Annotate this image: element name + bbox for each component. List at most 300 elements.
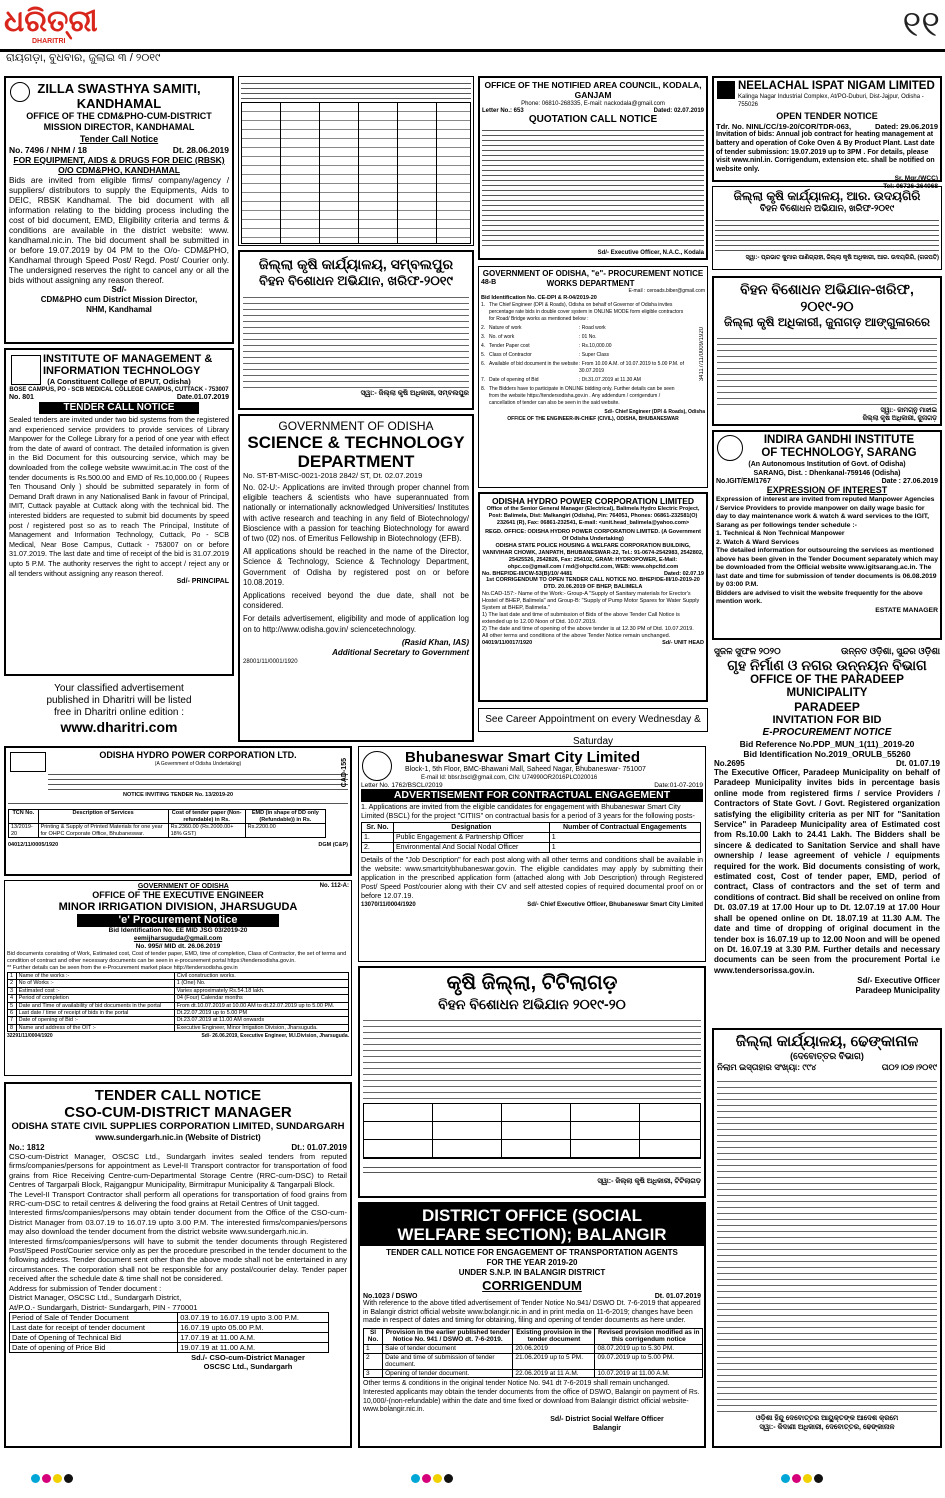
ref-number: No.1023 / DSWO <box>363 1293 418 1300</box>
dhenkanal-ad <box>712 1028 942 1448</box>
ninl-company: NEELACHAL ISPAT NIGAM LIMITED <box>738 80 935 92</box>
table-header-cell: Provision in the earlier published tender Notice No. 941 / DSWO dt. 7-6-2019. <box>383 1328 513 1344</box>
item-value: : Road work <box>579 325 606 331</box>
udayagiri-title: ଜିଲ୍ଲା କୃଷି କାର୍ଯ୍ୟାଳୟ, ଆର. ଉଦୟଗିରି <box>733 189 921 203</box>
table-header-cell: Number of Contractual Engagements <box>549 823 700 833</box>
item-number: 7. <box>481 377 486 383</box>
table-cell: No of Works :- <box>16 980 174 987</box>
ninl-address: Kalinga Nagar Industrial Complex, At/PO-Duburi, Dist-Jajpur, Odisha - 755026 <box>738 94 924 108</box>
table-cell: 03.07.19 to 16.07.19 upto 3.00 P.M. <box>178 1312 329 1322</box>
table-cell: 8 <box>8 1024 17 1031</box>
table-cell: Last date / time of receipt of bids in the portal <box>16 1010 174 1017</box>
table-cell: Period of completion <box>16 995 174 1002</box>
ohpc-regd: REGD. OFFICE: ODISHA HYDRO POWER CORPORATION LIMITED. (A Government Of Odisha Undertaking) <box>485 529 701 542</box>
works-rows <box>481 302 686 407</box>
oscsc-ref <box>9 1143 347 1152</box>
item-number: 3. <box>481 334 486 340</box>
table-cell: 7 <box>8 1017 17 1024</box>
ref-date: Dated: 02.07.19 <box>663 571 704 577</box>
works-bid: Bid Identification No. CE-DPI & R-04/2019-20 <box>481 295 597 301</box>
table-row <box>362 833 701 843</box>
dateline: ରାୟଗଡ଼ା, ବୁଧବାର, ଜୁଲାଇ ୩ / ୨୦୧୯ <box>6 52 161 64</box>
ohpc-nit-cad: CAD-155 <box>341 758 348 788</box>
imit-ref <box>9 394 229 401</box>
career-strip: See Career Appointment on every Wednesday & Saturday <box>478 708 708 732</box>
table-row <box>364 1344 703 1353</box>
ninl-notice: OPEN TENDER NOTICE <box>776 111 878 121</box>
junagarh-sign1: ସ୍ୱା:- ଜାମଗ୍ନୁ ମାଝୀଇ <box>880 407 937 414</box>
ref-number: Tdr. No. NINL/CC/19-20/COR/TDR-063, <box>716 122 852 131</box>
item-key: Date of opening of Bid <box>489 377 539 383</box>
paradeep-eproc: E-PROCUREMENT NOTICE <box>762 727 892 738</box>
bscl-email: E-mail Id: bbsr.bscl@gmail.com, CIN: U74990OR2016PLC020016 <box>421 775 598 781</box>
dhenkanal-title2: (ଦେବୋତ୍ତର ବିଭାଗ) <box>790 1051 864 1061</box>
irrigation-gov: GOVERNMENT OF ODISHA <box>137 883 229 890</box>
dhenkanal-sign1: ଓଡ଼ିଶା ହିନ୍ଦୁ ଦେବୋତ୍ତର ଆୟୁକ୍ତଙ୍କ ଆଦେଶ କ୍ରମେ <box>755 1415 899 1422</box>
table-header-cell: Description of Services <box>38 810 168 824</box>
paradeep-title2: PARADEEP <box>794 700 860 714</box>
paradeep-sign1: Sd/- Executive Officer <box>857 976 940 986</box>
list-item <box>481 361 686 375</box>
table-cell: 5 <box>8 1002 17 1009</box>
table-cell: 1. <box>362 833 394 843</box>
table-cell: Last date for receipt of tender document <box>10 1322 178 1332</box>
college-logo-icon <box>11 355 41 385</box>
kodala-notice: QUOTATION CALL NOTICE <box>528 114 658 125</box>
bscl-title: Bhubaneswar Smart City Limited <box>405 749 641 766</box>
item-value: : Super Class <box>579 352 610 358</box>
sambalpur-ad <box>238 250 474 410</box>
table-cell: 17.07.19 at 11.00 A.M. <box>178 1332 329 1342</box>
irrigation-code: 32291/11/0004/1920 <box>7 1033 53 1040</box>
balangir-title2: WELFARE SECTION); BALANGIR <box>397 1225 667 1244</box>
igit-heading: EXPRESSION OF INTEREST <box>766 485 888 495</box>
table-cell: 2 <box>8 980 17 987</box>
item-key: The Bidders have to participate in ONLINE bidding only. Further details can be seen from the website https://tendersodisha.gov.in . Any addendum / corrigendum / cancellation of tender can also be seen in the said website. <box>489 386 675 406</box>
item-number: 1. <box>481 302 486 308</box>
igit-sign: ESTATE MANAGER <box>875 606 938 614</box>
oscsc-addr1: District Manager, OSCSC Ltd., Sundargarh District, <box>9 1293 182 1303</box>
paradeep-odia1b: ଉନ୍ନତ ଓଡ଼ିଶା, ସୁନ୍ଦର ଓଡ଼ିଶା <box>840 646 940 656</box>
bscl-address: Block-1, 5th Floor, BMC-Bhawani Mall, Saheed Nagar, Bhubaneswar- 751007 <box>405 766 646 773</box>
table-row <box>8 995 349 1002</box>
ohpc-code: 04019/11/0017/1920 <box>482 640 533 646</box>
table-cell: Period of Sale of Tender Document <box>10 1312 178 1322</box>
bscl-logo-icon <box>362 751 392 781</box>
item-key: Class of Contractor <box>489 352 532 358</box>
table-cell: Rs.2360.00 (Rs.2000.00+ 18% GST) <box>168 824 245 838</box>
irrigation-title: MINOR IRRIGATION DIVISION, JHARSUGUDA <box>58 901 298 913</box>
ref-date: ତା୦୨।୦୭।୨୦୧୯ <box>881 1062 937 1072</box>
paradeep-sign2: Paradeep Municipality <box>855 986 940 996</box>
dhenkanal-title: ଜିଲ୍ଲା କାର୍ଯ୍ୟାଳୟ, ଢେଙ୍କାନାଳ <box>735 1033 919 1050</box>
table-header-cell: Sl No. <box>364 1328 383 1344</box>
bscl-para2: Details of the "Job Description" for each post along with all other terms and conditions shall be available in the website: www.smartcitybhubaneswar.gov.in. The eligible candidates may apply by submitting their application in the prescribed application form (attached along with Job Description) through Registered Post/ Speed Post/courier along with their CV and self attested copies of required documental proof on or before 12.07.19. <box>361 855 703 900</box>
balangir-intro: With reference to the above titled advertisement of Tender Notice No.941/ DSWO Dt. 7-6-2019 that appeared in Balangir district official website www.bolangir.nic.in and in print media on 11-6-2019; changes have been made in respect of dates and timing for obtaining, filing and opening of tender documents as here under. <box>363 1300 701 1325</box>
igit-para1: Expression of interest are invited from reputed Manpower Agencies / Service Providers to provide manpower on daily wage basic for day to day maintenance work & watch & ward services to the IGIT, Sarang as per followings tender schedule :- <box>716 496 935 529</box>
table-cell: Varies approximately Rs.54.18 lakh. <box>174 987 348 994</box>
science-para1: No. 02-U:- Applications are invited through proper channel from eligible teachers & scientists who have superannuated from nationally or internationally acknowledged Universities/ Institutes with active research and teaching in any field of Biotechnology/ Bioscience with a passion for teaching Biotechnology for award of two (02) nos. of Emeritus Fellowship in Biotechnology (EFB). <box>243 483 469 544</box>
item-value: : Rs.10,000.00 <box>579 343 612 349</box>
item-value: : From 10.00 A.M. of 10.07.2019 to 5.00 P.M. of 30.07.2019 <box>579 361 684 374</box>
dhenkanal-sign2: ସ୍ୱା:- କିଦାଣୀ ଅଧିକାରୀ, ଦେବୋତ୍ତର, ଢେଙ୍କାନାଳ <box>759 1424 895 1431</box>
paradeep-bidid: Bid Identification No.2019_ORULB_55260 <box>743 749 911 759</box>
table-cell: 3 <box>364 1369 383 1378</box>
registration-marks-center <box>410 1470 530 1484</box>
imit-sign: Sd/- PRINCIPAL <box>176 578 229 586</box>
promo-line3: free in Dharitri online edition : <box>53 707 185 718</box>
registration-marks-left <box>30 1470 150 1484</box>
ohpc-point2: 2) The date and time of opening of the above tender is at 12.30 PM of Dtd. 10.07.2019. <box>482 626 694 632</box>
table-cell: 1 <box>549 843 700 853</box>
ref-number: Letter No. 1762/BSCL//2019 <box>361 782 443 789</box>
paradeep-odia1: ସୁଜଳ ସୁଫଳ ୨୦୨୦ <box>714 646 781 656</box>
bscl-ref <box>361 782 703 789</box>
works-email: E-mail : ceroads.biber@gmail.com <box>628 288 705 294</box>
table-header-cell: EMD (in shape of DD only (Refundable)) in Rs. <box>245 810 325 824</box>
table-row <box>10 1332 329 1342</box>
balangir-sub3: UNDER S.N.P. IN BALANGIR DISTRICT <box>458 1268 606 1277</box>
logo-subtitle: DHARITRI <box>32 38 66 45</box>
table-row <box>10 1342 329 1352</box>
zilla-sign3: NHM, Kandhamal <box>86 305 152 314</box>
paradeep-bidref: Bid Reference No.PDP_MUN_1(11)_2019-20 <box>739 739 915 749</box>
science-code: 28001/11/0001/1920 <box>243 658 298 665</box>
science-title2: DEPARTMENT <box>297 452 415 471</box>
igit-para3: Bidders are advised to visit the website frequently for the above mention work. <box>716 589 923 605</box>
oscsc-ad <box>4 1082 352 1448</box>
item-value: : Dt.31.07.2019 at 11.30 AM <box>579 377 641 383</box>
balangir-title: DISTRICT OFFICE (SOCIAL <box>421 1206 643 1225</box>
table-row <box>10 1322 329 1332</box>
table-cell: Name of the works :- <box>16 973 174 980</box>
igit-sub: (An Autonomous Institution of Govt. of Odisha) <box>748 461 906 468</box>
table-cell: 13/2019-20 <box>9 824 39 838</box>
bscl-code: 13070/11/0004/1920 <box>361 902 416 908</box>
table-row <box>8 1017 349 1024</box>
item-key: The Chief Engineer (DPI & Roads), Odisha on behalf of Governor of Odisha invites percentage rate bids in double cover system in ONLINE MODE form eligible contractors for Road/ Bridge works as mentioned below : <box>489 302 684 322</box>
list-item <box>481 334 686 341</box>
table-row <box>364 1353 703 1369</box>
sambalpur-title2: ବିହନ ବିଶୋଧନ ଅଭିଯାନ, ଖରିଫ-୨୦୧୯ <box>258 273 454 288</box>
zilla-office: OFFICE OF THE CDM&PHO-CUM-DISTRICT <box>26 111 212 121</box>
table-cell: Printing & Supply of Printed Materials for one year for OHPC Corporate Office, Bhubaneswar. <box>38 824 168 838</box>
table-row <box>8 1010 349 1017</box>
zilla-sign1: Sd/- <box>111 285 127 294</box>
table-cell: 1 <box>549 833 700 843</box>
zilla-office2: MISSION DIRECTOR, KANDHAMAL <box>43 122 195 132</box>
kodala-title: OFFICE OF THE NOTIFIED AREA COUNCIL, KODALA, GANJAM <box>484 80 702 100</box>
black-dot <box>64 1474 73 1483</box>
magenta-dot <box>422 1474 431 1483</box>
paradeep-body: The Executive Officer, Paradeep Municipality on behalf of Paradeep Municipality invites bids in percentage basis online mode from registered firms / service Providers / Contractors of State Govt. / Govt. Registered organization satisfying the eligibility criteria as per NIT for "Sanitation Service" in Paradeep Municipality area of Estimated cost from Rs.10.00 Lakh to 24.41 Lakh. The Bidders shall be sincere & dedicated to Sanitation Service and shall have ownership / lease agreement of vehicle / equipments required for the work. Bid documents consisting of work, estimated cost, Cost of tender paper, EMD, period of contract, Class of contractors and the set of term and conditions of contract. Bid shall be received on online from Dt. 03.07.19 at 17.00 Hour up to Dt. 12.07.19 at 17.00 Hour shall be opened online on Dt. 18.07.19 at 11.30 A.M. The date and time of dropping of original document in the tender box is 16.07.19 up to 12.00 Noon and will be opened on Dt. 16.07.19 at 3.30 P.M. Further details and necessary documents can be seen from the procurement Portal i.e www.tendersorissa.gov.in. <box>714 768 940 975</box>
table-row <box>8 973 349 980</box>
igit-title2: OF TECHNOLOGY, SARANG <box>761 447 917 459</box>
table-row <box>362 843 701 853</box>
ref-date: Dt.: 01.07.2019 <box>291 1143 347 1152</box>
imit-address: BOSE CAMPUS, PO - SCB MEDICAL COLLEGE CAMPUS, CUTTACK - 753007 <box>9 387 229 393</box>
item-number: 8. <box>481 386 486 392</box>
table-cell: From dt.10.07.2019 at 10.00 AM to dt.22.07.2019 up to 5.00 PM. <box>174 1002 348 1009</box>
table-cell: Opening of tender document. <box>383 1369 513 1378</box>
oscsc-table <box>9 1312 329 1353</box>
science-ad <box>238 414 474 742</box>
table-cell: Date and time of submission of tender document. <box>383 1353 513 1369</box>
table-cell: 2 <box>364 1353 383 1369</box>
ohpc-logo-icon <box>10 752 46 772</box>
table-cell: Date and Time of availability of bid documents in the portal <box>16 1002 174 1009</box>
table-cell: 20.06.2019 <box>513 1344 595 1353</box>
ref-date: Dated: 29.06.2019 <box>875 122 938 131</box>
magenta-dot <box>792 1474 801 1483</box>
ohpc-title: ODISHA HYDRO POWER CORPORATION LIMITED <box>491 496 695 506</box>
science-sign2: Additional Secretary to Government <box>332 647 469 657</box>
paradeep-title: OFFICE OF THE PARADEEP MUNICIPALITY <box>750 674 904 699</box>
balangir-sign1: Sd/- District Social Welfare Officer <box>550 1415 664 1423</box>
ref-number: No. 7496 / NHM / 18 <box>9 145 87 155</box>
ninl-ad <box>712 76 942 190</box>
irrigation-no: No. 112-A: <box>319 883 349 889</box>
table-cell: 08.07.2019 up to 5.30 PM. <box>595 1344 703 1353</box>
table-header-cell: Cost of tender paper (Non-refundable) in Rs. <box>168 810 245 824</box>
titilagarh-title2: ବିହନ ବିଶୋଧନ ଅଭିଯାନ ୨୦୧୯-୨୦ <box>438 996 626 1012</box>
table-cell: Environmental And Social Nodal Officer <box>393 843 549 853</box>
ninl-logo-icon <box>717 81 735 99</box>
bscl-para1: 1. Applications are invited from the eligible candidates for engagement with Bhubaneswar Smart City Limited (BSCL) for the project "CITIIS" on contractual basis for a period of 3 years for the following posts- <box>361 802 695 820</box>
list-item <box>481 325 686 332</box>
zilla-heading: FOR EQUIPMENT, AIDS & DRUGS FOR DEIC (RBSK) O/O CDM&PHO, KANDHAMAL <box>13 155 225 175</box>
paradeep-odia2: ଗୃହ ନିର୍ମାଣ ଓ ନଗର ଉନ୍ନୟନ ବିଭାଗ <box>727 657 927 673</box>
item-key: Nature of work <box>489 325 522 331</box>
imit-notice: TENDER CALL NOTICE <box>39 402 199 414</box>
irrigation-bid: Bid Identification No. EE MID JSG 03/2019-20 <box>108 927 248 934</box>
irrigation-further: ** Further details can be seen from the e-Procurement market place http://tendersodisha.gov.in <box>7 965 238 971</box>
table-header-cell: Revised provision modified as in this corrigendum notice <box>595 1328 703 1344</box>
registration-marks-right <box>780 1470 900 1484</box>
item-key: Available of bid document in the website <box>489 361 579 367</box>
igit-list1: 1. Technical & Non Technical Manpower <box>716 530 845 537</box>
udayagiri-sign: ସ୍ୱା:- ପ୍ରଭାତ କୁମାର ପାଣିଗ୍ରାହୀ, ଜିଲ୍ଲା କୃଷି ଅଧିକାରୀ, ଆର. ଉଦୟଗିରି, (ଗଜପତି) <box>745 255 939 261</box>
table-cell: Rs.2200.00 <box>245 824 325 838</box>
promo-line2: published in Dharitri will be listed <box>46 695 192 706</box>
odia-table <box>241 102 471 244</box>
list-item <box>481 386 686 407</box>
ohpc-sign: Sd/- UNIT HEAD <box>662 640 704 646</box>
table-cell: Name and address of the OIT :- <box>16 1024 174 1031</box>
ohpc-nit-table <box>8 809 326 838</box>
ref-date: Date : 27.06.2019 <box>881 478 938 485</box>
oscsc-title: CSO-CUM-DISTRICT MANAGER <box>64 1104 292 1121</box>
odia-table-ad <box>238 76 474 246</box>
kodala-sign: Sd/- Executive Officer, N.A.C., Kodala <box>597 250 704 256</box>
irrigation-ref: No. 995// MID dt. 26.06.2019 <box>135 943 221 950</box>
table-cell: Sale of tender document <box>383 1344 513 1353</box>
ohpc-balimela-ad <box>478 492 708 702</box>
black-dot <box>814 1474 823 1483</box>
science-para2: All applications should be reached in the name of the Director, Science & Technology, Science & Technology Department, Government of Odisha by registered post on or before 10.08.2019. <box>243 547 469 587</box>
ref-number: No.IGIT/EM/1767 <box>716 478 771 485</box>
works-ad <box>478 266 708 488</box>
irrigation-intro: Bid documents consisting of Work, Estimated cost, Cost of tender paper, EMD, time of completion, Class of Contractor, the set of terms and condition of contract and other necessary documents can be seen in e-procurement portal https://tendersodisha.gov.in. <box>7 951 347 964</box>
oscsc-notice: TENDER CALL NOTICE <box>94 1087 262 1104</box>
imit-title2: INFORMATION TECHNOLOGY <box>43 365 201 377</box>
promo-url[interactable]: www.dharitri.com <box>60 719 178 735</box>
balangir-outro: Other terms & conditions in the original tender Notice No. 941 dt 7-6-2019 shall remain unchanged. Interested applicants may obtain the tender documents from the office of DSWO, Balangir on payment of Rs. 10,000/-(non-refundable) within the date and time fixed or download from Balangir district official website- www.bolangir.nic.in. <box>363 1380 700 1414</box>
irrigation-office: OFFICE OF THE EXECUTIVE ENGINEER <box>92 890 264 900</box>
oscsc-title2: ODISHA STATE CIVIL SUPPLIES CORPORATION LIMITED, SUNDARGARH <box>11 1121 345 1132</box>
kodala-ad <box>478 76 708 260</box>
irrigation-notice: 'e' Procurement Notice <box>77 914 279 927</box>
sambalpur-title: ଜିଲ୍ଲା କୃଷି କାର୍ଯ୍ୟାଳୟ, ସମ୍ବଲପୁର <box>258 256 454 272</box>
table-cell: 3 <box>8 987 17 994</box>
igit-logo-icon <box>717 435 743 461</box>
udayagiri-title2: ବିହନ ବିଶୋଧନ ଅଭିଯାନ, ଖରିଫ-୨୦୧୯ <box>759 203 895 213</box>
ref-date: Dt. 01.07.19 <box>895 759 940 768</box>
ref-number: No.2695 <box>714 759 745 768</box>
oscsc-addr2: At/P.O.- Sundargarh, District- Sundargarh, PIN - 770001 <box>9 1302 198 1312</box>
cyan-dot <box>411 1474 420 1483</box>
item-number: 5. <box>481 352 486 358</box>
ohpc-nit-code: 04012/11/0005/1920 <box>8 842 59 848</box>
ninl-body: Invitation of bids: Annual job contract for heating management at battery and operation of Coke Oven & By Product Plant. Last date of tender submission: 19.07.2019 up to 3PM . For details, please visit www.ninl.in. Corrigendum, extension etc. shall be notified on website only. <box>716 131 935 174</box>
oscsc-addr-head: Address for submission of Tender document : <box>9 1283 162 1293</box>
paradeep-ad <box>712 644 942 1024</box>
ohpc-nit-sub: (A Government of Odisha Undertaking) <box>154 761 242 767</box>
paradeep-invitation: INVITATION FOR BID <box>772 714 882 726</box>
table-cell: 6 <box>8 1010 17 1017</box>
table-cell: 22.06.2019 at 11 A.M. <box>513 1369 595 1378</box>
imit-ad <box>4 348 234 676</box>
zilla-title2: KANDHAMAL <box>76 96 162 111</box>
ohpc-point3: All other terms and conditions of the above Tender Notice remain unchanged. <box>482 633 671 639</box>
ohpc-cad: No.CAD-157:- Name of the Work:- Group-A "Supply of Sanitary materials for Erector's Hostel of BHEP, Balimela" and Group-B: "Supply of Pump Motor Spares for Water Supply System at BHEP, Balimela." <box>482 591 700 611</box>
paradeep-ref <box>714 759 940 768</box>
bscl-table <box>361 822 701 853</box>
bscl-ad <box>358 746 706 962</box>
igit-para2: The detailed information for outsourcing the services as mentioned above has been given in the Tender Document separately which may be downloaded from the Official website www.igitsarang.ac.in. The last date and time for submission of tender documents is 06.08.2019 by 03:00 P.M. <box>716 547 938 588</box>
table-cell: Date of opening of Bid :- <box>16 1017 174 1024</box>
zilla-ref <box>9 145 229 155</box>
oscsc-sign1: Sd./- CSO-cum-District Manager <box>191 1352 305 1362</box>
igit-title: INDIRA GANDHI INSTITUTE <box>763 434 915 446</box>
dhenkanal-ref <box>717 1062 937 1073</box>
igit-list2: 2. Watch & Ward Services <box>716 538 799 546</box>
ohpc-point1: 1) The last date and time of submission of Bids of the above Tender Call Notice is extended up to 12.00 Noon of Dtd. 10.07.2019. <box>482 612 680 625</box>
kodala-contact: Phone: 06810-268335, E-mail: nackodala@gmail.com <box>521 101 665 107</box>
imit-title: INSTITUTE OF MANAGEMENT & <box>43 353 213 365</box>
masthead-logo <box>4 6 114 48</box>
works-footer: OFFICE OF THE ENGINEER-IN-CHIEF (CIVIL), ODISHA, BHUBANESWAR <box>507 416 679 422</box>
sambalpur-sign: ସ୍ୱା:- ଜିଲ୍ଲା କୃଷି ଅଧିକାରୀ, ସମ୍ବଲପୁର <box>360 390 469 397</box>
ninl-tel: Tel: 06726-264068 <box>883 182 938 190</box>
ohpc-address: ODISHA STATE POLICE HOUSING & WELFARE CORPORATION BUILDING, VANIVIHAR CHOWK, JANPATH, BHUBANESWAR-22, Tel.: 91-0674-2542983, 2542802, 25425526, 2542826, Fax: 254102, GRAM: HYDROPOWER, E-Mail: ohpc.co@gmail.com / md@ohpcltd.com, WEB: www.ohpcltd.com <box>482 543 704 570</box>
irrigation-table <box>7 972 349 1032</box>
bscl-heading: ADVERTISEMENT FOR CONTRACTUAL ENGAGEMENT <box>361 789 703 802</box>
irrigation-ad <box>4 880 352 1076</box>
oscsc-body: CSO-cum-District Manager, OSCSC Ltd., Sundargarh invites sealed tenders from reputed firms/companies/persons for appointment as Level-II Transport contractor for transportation of food grains from Rice Receiving Centre-cum-Departmental Storage Centre (RRC-cum-DSC) to Retail Centres of Targarpali Block, Rajgangpur Municipality, Birmitrapur Municipality & Tangarpali Block. The Level-II Transport Contractor shall perform all operations for transportation of food grains from RRC-cum-DSC to retail centres & delivering the food grains at Retail Centres of Unit tagged. Interested firms/companies/persons may obtain tender document from the Office of the CSO-cum-District Manager from 03.07.19 to 16.07.19 upto 3.00 P.M. The interested firms/companies/persons may also download the tender document from the district website www.sundergarh.nic.in. Interested firms/companies/persons will have to submit the tender documents through Registered Post/Speed Post/Courier service only as per the procedure prescribed in the tender document to the following address. Tender document sent other than the above mode shall not be entertained in any circumstances. The corporation shall not be responsible for any postal/courier delay. Tender paper received after the schedule date & time shall not be considered. <box>9 1152 347 1284</box>
item-number: 2. <box>481 325 486 331</box>
table-cell: Executive Engineer, Minor Irrigation Division, Jharsuguda. <box>174 1024 348 1031</box>
table-row <box>364 1369 703 1378</box>
promo-line1: Your classified advertisement <box>54 683 184 694</box>
cyan-dot <box>31 1474 40 1483</box>
table-row <box>8 987 349 994</box>
titilagarh-ad <box>358 966 706 1198</box>
list-item <box>481 352 686 359</box>
ohpc-office: Office of the Senior General Manager (Electrical), Balimela Hydro Electric Project, Post: Balimela, Dist: Malkangiri (Odisha), Pin: 764051, Phones: 06861-232581(O) 232641 (R), Fax: 06861-232541, E-mail: <unit.head_balimela@yahoo.com> <box>486 506 700 526</box>
table-cell: 09.07.2019 up to 5.00 PM. <box>595 1353 703 1369</box>
table-header-cell: Existing provision in the tender document <box>513 1328 595 1344</box>
balangir-ad <box>358 1202 706 1448</box>
list-item <box>481 302 686 323</box>
balangir-sub2: FOR THE YEAR 2019-20 <box>486 1258 578 1267</box>
imit-sub: (A Constituent College of BPUT, Odisha) <box>47 377 191 386</box>
magenta-dot <box>42 1474 51 1483</box>
titilagarh-title: କୃଷି ଜିଲ୍ଲା, ଟିଟିଲାଗଡ଼ <box>446 972 618 994</box>
oscsc-sign2: OSCSC Ltd., Sundargarh <box>203 1361 293 1371</box>
ohpc-nit-notice: NOTICE INVITING TENDER No. 13/2019-20 <box>122 792 234 798</box>
imit-body: Sealed tenders are invited under two bid systems from the registered and experienced service providers to provide services of Library Manpower for the College Library for a period of one year with effect from the date of award of contract. The detailed information is given in the Bid Document for this outsourcing service, which may be downloaded from the college website www.imit.ac.in The cost of the tender documents is Rs.500.00 and EMD of Rs.10,000.00 ( Rupees Ten Thousand Only ) should be submitted separately in form of Demand Draft drawn in any Nationalised Bank in favour of Principal, IMIT, Cuttack payable at Cuttack along with the technical bid. The interested bidders are requested to submit bid documents by speed post / registered post so as to reach The Principal, Institute of Management and Information Technology, Cuttack, Po - SCB Medical, Near Bose Campus, Cuttack - 753007 on or before 31.07.2019. The last date and time of receipt of the bid is 31.07.2019 upto 5 P.M. The authority reserves the right to accept / reject any or all tenders without assigning any reason thereof. <box>9 415 229 578</box>
bscl-sign: Sd/- Chief Executive Officer, Bhubaneswar Smart City Limited <box>527 902 703 908</box>
table-header-row <box>364 1328 703 1344</box>
table-header-row <box>362 823 701 833</box>
works-title2: WORKS DEPARTMENT <box>546 279 635 288</box>
balangir-sign2: Balangir <box>592 1424 621 1432</box>
item-number: 4. <box>481 343 486 349</box>
balangir-corrigendum: CORRIGENDUM <box>482 1278 582 1293</box>
works-sign: Sd/- Chief Engineer (DPI & Roads), Odisha <box>604 409 705 415</box>
igit-address: SARANG, Dist. : Dhenkanal-759146 (Odisha) <box>753 470 901 477</box>
zilla-body: Bids are invited from eligible firms/ company/agency / suppliers/ distributors to supply the Equipments, Aids to DEIC, RBSK Kandhamal. The bid document with all information relating to the bidding process including the cost of bid document, EMD, Eligibility criteria and terms & conditions are available in the district website: www. kandhamal.nic.in. The bid document shall be submitted in or before 19.07.2019 by 04 PM to the O/o- CDM&PHO, Kandhamal through Speed Post/ Regd. Post/ Courier only. The undersigned reserves the right to cancel any or all the bids without assigning any reason thereof. <box>9 175 229 285</box>
ohpc-corrigendum: 1st CORRIGENDUM TO OPEN TENDER CALL NOTICE NO. BHEP/DE-III/10-2019-20 DTD. 20.06.2019 OF BHEP, BALIMELA <box>486 577 700 590</box>
item-number: 6. <box>481 361 486 367</box>
table-header-cell: TCN No. <box>9 810 39 824</box>
ref-number: No.: 1812 <box>9 1143 45 1152</box>
zilla-notice: Tender Call Notice <box>79 134 159 144</box>
ohpc-nit-ad <box>4 746 352 876</box>
ohpc-nit-sign: DGM (C&P) <box>318 842 348 848</box>
zilla-sign2: CDM&PHO cum District Mission Director, <box>40 295 198 304</box>
balangir-ref <box>363 1293 701 1300</box>
ref-number: No. BHEP/DE-III/CW-53(B)/10/ 4481 <box>482 571 573 577</box>
table-cell: Date of opening of Price Bid <box>10 1342 178 1352</box>
science-sign1: (Rasid Khan, IAS) <box>401 637 469 647</box>
ref-number: ନିଲାମ ଇସ୍ତାହାର ସଂଖ୍ୟା: ୯୯୪ <box>717 1062 817 1072</box>
emblem-icon <box>10 82 30 102</box>
table-row <box>8 1002 349 1009</box>
table-header-cell: Sr. No. <box>362 823 394 833</box>
black-dot <box>444 1474 453 1483</box>
ref-date: Date.01.07.2019 <box>176 394 229 401</box>
yellow-dot <box>433 1474 442 1483</box>
irrigation-email: eemijharsuguda@gmail.com <box>133 935 223 942</box>
science-title: SCIENCE & TECHNOLOGY <box>247 433 465 452</box>
zilla-title: ZILLA SWASTHYA SAMITI, <box>37 81 201 96</box>
oscsc-web[interactable]: www.sundergarh.nic.in (Website of District) <box>95 1133 261 1142</box>
titilagarh-sign: ସ୍ୱା:- ଜିଲ୍ଲା କୃଷି ଅଧିକାରୀ, ଟିଟିଲାଗଡ଼ <box>597 1178 701 1185</box>
list-item <box>481 377 686 384</box>
item-key: No. of work <box>489 334 515 340</box>
table-cell: 4 <box>8 995 17 1002</box>
table-cell: 04 (Four) Calendar months <box>174 995 348 1002</box>
science-gov: GOVERNMENT OF ODISHA <box>278 419 434 433</box>
table-cell: Civil construction works. <box>174 973 348 980</box>
table-cell: 1 <box>8 973 17 980</box>
junagarh-sign2: ଜିଲ୍ଲା କୃଷି ଅଧିକାରୀ, ଜୁନାଗଡ଼ <box>862 415 937 422</box>
table-cell: 21.06.2019 up to 5 PM. <box>513 1353 595 1369</box>
page-number: ୧୧ <box>902 3 940 44</box>
table-cell: 1 (One) No. <box>174 980 348 987</box>
